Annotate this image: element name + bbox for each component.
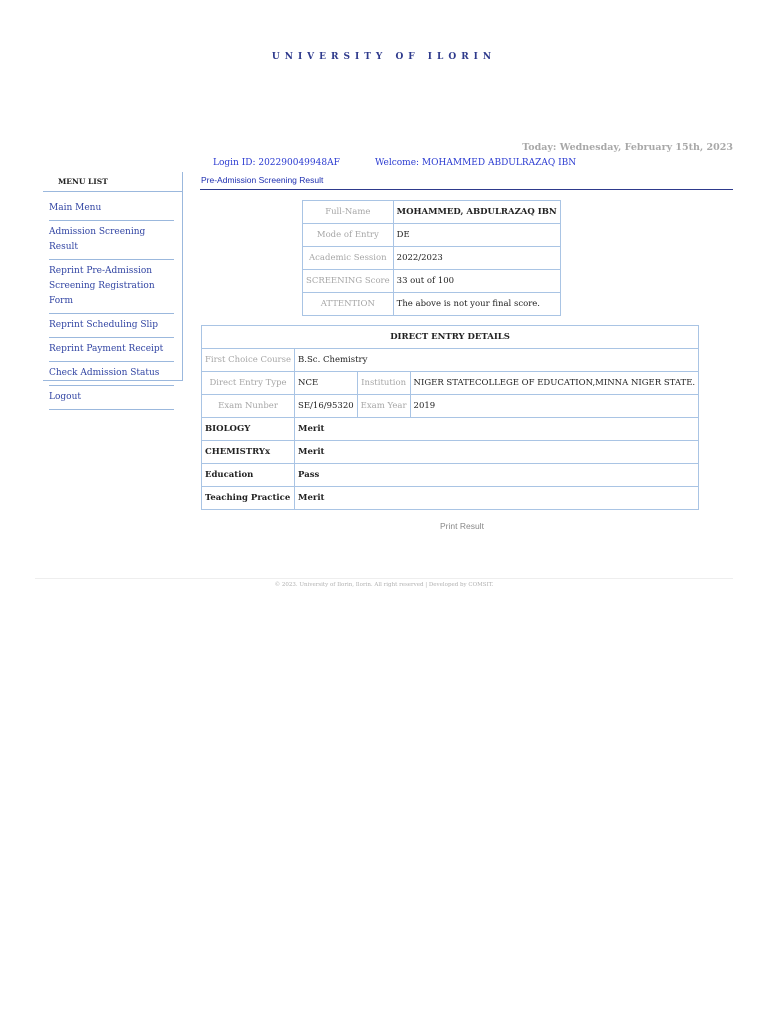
divider bbox=[43, 191, 182, 192]
sidebar-item-logout[interactable]: Logout bbox=[49, 386, 174, 410]
institution-label: Institution bbox=[357, 372, 410, 395]
table-row bbox=[303, 201, 561, 224]
score-value: 33 out of 100 bbox=[393, 270, 560, 293]
direct-entry-table bbox=[201, 325, 699, 510]
direct-entry-title: DIRECT ENTRY DETAILS bbox=[202, 326, 699, 349]
table-row bbox=[202, 418, 699, 441]
subject-name: Education bbox=[202, 464, 295, 487]
menu-list bbox=[49, 197, 174, 410]
subject-grade: Merit bbox=[295, 487, 699, 510]
page-title: Pre-Admission Screening Result bbox=[201, 175, 324, 185]
subject-grade: Pass bbox=[295, 464, 699, 487]
table-row bbox=[202, 372, 699, 395]
fullname-value: MOHAMMED, ABDULRAZAQ IBN bbox=[393, 201, 560, 224]
divider bbox=[200, 189, 733, 190]
table-row bbox=[202, 326, 699, 349]
exam-number-label: Exam Nunber bbox=[202, 395, 295, 418]
table-row bbox=[303, 247, 561, 270]
login-id: Login ID: 202290049948AF bbox=[213, 158, 340, 168]
table-row bbox=[202, 349, 699, 372]
sidebar-item-reprint-scheduling-slip[interactable]: Reprint Scheduling Slip bbox=[49, 314, 174, 338]
table-row bbox=[202, 464, 699, 487]
sidebar-item-check-admission-status[interactable]: Check Admission Status bbox=[49, 362, 174, 386]
fullname-label: Full-Name bbox=[303, 201, 394, 224]
exam-year-label: Exam Year bbox=[357, 395, 410, 418]
sidebar-item-main-menu[interactable]: Main Menu bbox=[49, 197, 174, 221]
attention-value: The above is not your final score. bbox=[393, 293, 560, 316]
course-value: B.Sc. Chemistry bbox=[295, 349, 699, 372]
attention-label: ATTENTION bbox=[303, 293, 394, 316]
entry-type-value: NCE bbox=[295, 372, 358, 395]
welcome-message: Welcome: MOHAMMED ABDULRAZAQ IBN bbox=[375, 158, 577, 168]
table-row bbox=[202, 395, 699, 418]
entry-type-label: Direct Entry Type bbox=[202, 372, 295, 395]
session-value: 2022/2023 bbox=[393, 247, 560, 270]
subject-name: CHEMISTRYx bbox=[202, 441, 295, 464]
divider bbox=[35, 578, 733, 579]
session-label: Academic Session bbox=[303, 247, 394, 270]
today-date: Today: Wednesday, February 15th, 2023 bbox=[522, 142, 733, 153]
screening-summary-table bbox=[302, 200, 561, 316]
site-title: UNIVERSITY OF ILORIN bbox=[271, 52, 497, 62]
course-label: First Choice Course bbox=[202, 349, 295, 372]
subject-name: BIOLOGY bbox=[202, 418, 295, 441]
sidebar-item-reprint-payment-receipt[interactable]: Reprint Payment Receipt bbox=[49, 338, 174, 362]
sidebar-item-admission-screening-result[interactable]: Admission Screening Result bbox=[49, 221, 174, 260]
exam-year-value: 2019 bbox=[410, 395, 699, 418]
footer-text: © 2023. University of Ilorin, Ilorin. All right reserved | Developed by COMSIT. bbox=[274, 582, 494, 588]
table-row bbox=[202, 441, 699, 464]
menu-title: MENU LIST bbox=[58, 177, 108, 186]
table-row bbox=[303, 224, 561, 247]
subject-grade: Merit bbox=[295, 441, 699, 464]
mode-value: DE bbox=[393, 224, 560, 247]
score-label: SCREENING Score bbox=[303, 270, 394, 293]
print-result-button[interactable]: Print Result bbox=[440, 521, 484, 531]
table-row bbox=[303, 270, 561, 293]
mode-label: Mode of Entry bbox=[303, 224, 394, 247]
subject-grade: Merit bbox=[295, 418, 699, 441]
sidebar-item-reprint-registration-form[interactable]: Reprint Pre-Admission Screening Registration Form bbox=[49, 260, 174, 314]
sidebar-menu bbox=[43, 172, 183, 402]
exam-number-value: SE/16/95320 bbox=[295, 395, 358, 418]
table-row bbox=[303, 293, 561, 316]
subject-name: Teaching Practice bbox=[202, 487, 295, 510]
institution-value: NIGER STATECOLLEGE OF EDUCATION,MINNA NIGER STATE. bbox=[410, 372, 699, 395]
table-row bbox=[202, 487, 699, 510]
